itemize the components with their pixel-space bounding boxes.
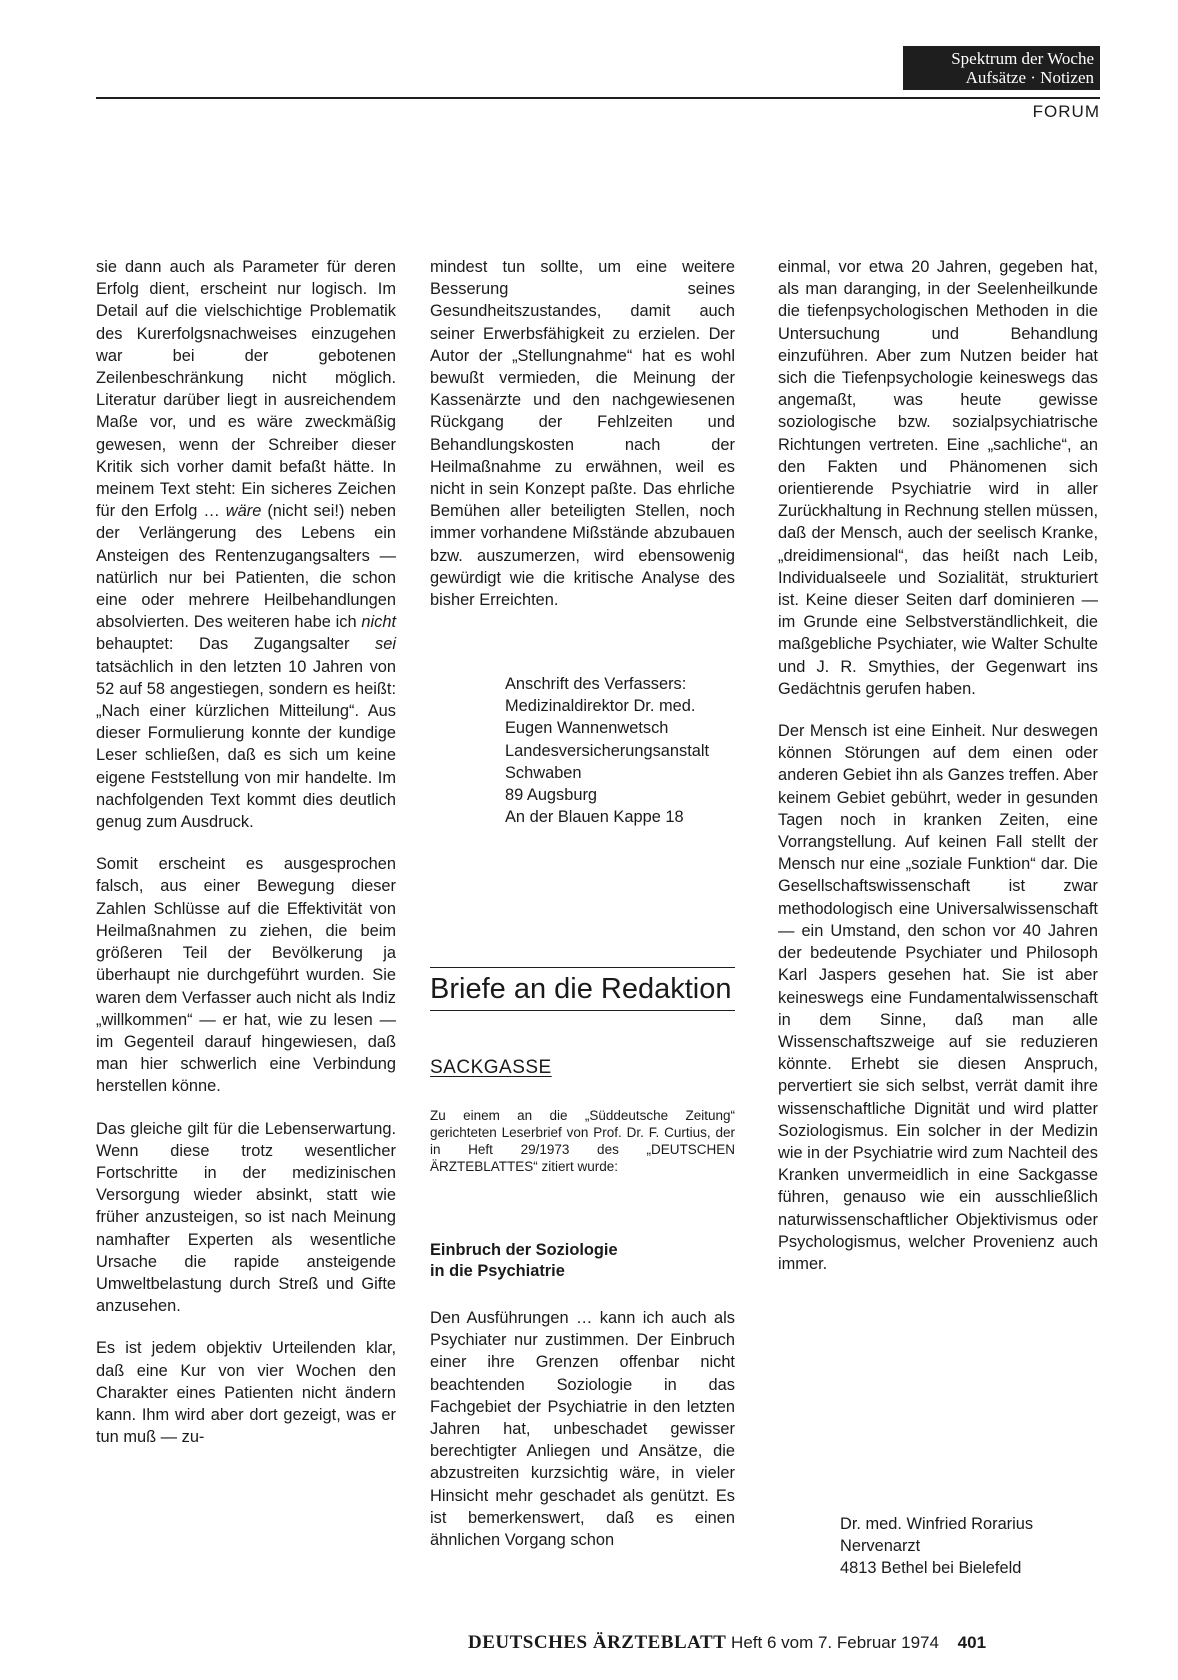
col1-paragraph-3: Das gleiche gilt für die Lebenserwartung. Wenn diese trotz wesentlicher Fortschritte in der medizinischen Versorgung wieder absinkt, statt wie früher anzusteigen, so ist nach Meinung namhafter Experten als wesentliche Ursache die rapide ansteigende Umweltbelastung durch Streß und Gifte anzusehen. bbox=[96, 1119, 396, 1316]
address-line: An der Blauen Kappe 18 bbox=[505, 808, 684, 827]
emphasis: sei bbox=[375, 635, 396, 654]
letter-intro: Zu einem an die „Süddeutsche Zeitung“ gerichteten Leserbrief von Prof. Dr. F. Curtius, der in Heft 29/1973 des „DEUTSCHEN ÄRZTEBLATTES“ zitiert wurde: bbox=[430, 1108, 735, 1174]
letter-body: Den Ausführungen … kann ich auch als Psychiater nur zustimmen. Der Einbruch einer ihre Grenzen offenbar nicht beachtenden Soziologie in das Fachgebiet der Psychiatrie in den letzten Jahren hat, unbeschadet gewisser berechtigter Anliegen und Ansätze, die abzustreiten kurzsichtig wäre, in vieler Hinsicht mehr geschadet als genützt. Es ist bemerkenswert, daß es einen ähnlichen Vorgang schon bbox=[430, 1309, 735, 1550]
col1-paragraph-1: sie dann auch als Parameter für deren Erfolg dient, erscheint nur logisch. Im Detail auf die vielschichtige Problematik des Kurerfolgsnachweises einzugehen war bei der gebotenen Zeilenbeschränkung nicht möglich. Literatur darüber liegt in ausreichendem Maße vor, und es wäre zweckmäßig gewesen, wenn der Schreiber dieser Kritik sich vorher damit befaßt hätte. In meinem Text steht: Ein sicheres Zeichen für den Erfolg … wäre (nicht sei!) neben der Verlängerung des Lebens ein Ansteigen des Rentenzugangsalters — natürlich nur bei Patienten, die schon eine oder mehrere Heilbehandlungen absolvierten. Des weiteren habe ich nicht behauptet: Das Zugangsalter sei tatsächlich in den letzten 10 Jahren von 52 auf 58 angestiegen, sondern es heißt: „Nach einer kürzlichen Mitteilung“. Aus dieser Formulierung konnte der kundige Leser schließen, daß es sich um keine eigene Feststellung von mir handelte. Im nachfolgenden Text kommt dies deutlich genug zum Ausdruck. bbox=[96, 258, 397, 832]
issue-info: Heft 6 vom 7. Februar 1974 bbox=[731, 1633, 939, 1652]
section-label-line-1: Spektrum der Woche bbox=[951, 49, 1094, 68]
address-line: Anschrift des Verfassers: bbox=[505, 675, 687, 693]
page-number: 401 bbox=[957, 1633, 987, 1652]
column-2 bbox=[430, 256, 735, 611]
section-label-box bbox=[903, 46, 1100, 90]
signature-line: Dr. med. Winfried Rorarius bbox=[840, 1515, 1034, 1533]
signature-line: 4813 Bethel bei Bielefeld bbox=[840, 1559, 1022, 1578]
letter-signature bbox=[840, 1513, 1033, 1580]
column-3 bbox=[778, 256, 1098, 1275]
address-line: 89 Augsburg bbox=[505, 786, 598, 805]
emphasis: wäre bbox=[225, 502, 262, 521]
signature-line: Nervenarzt bbox=[840, 1537, 921, 1556]
section-label-line-2: Aufsätze · Notizen bbox=[965, 68, 1094, 87]
section-forum: FORUM bbox=[1032, 102, 1100, 121]
address-line: Schwaben bbox=[505, 763, 582, 782]
col2-paragraph-1: mindest tun sollte, um eine weitere Besserung seines Gesundheitszustandes, damit auch seiner Erwerbsfähigkeit zu erzielen. Der Autor der „Stellungnahme“ hat es wohl bewußt vermieden, die Meinung der Kassenärzte und den nachgewiesenen Rückgang der Fehlzeiten und Behandlungskosten nach der Heilmaßnahme zu erwähnen, weil es nicht in sein Konzept paßte. Das ehrliche Bemühen aller beteiligten Stellen, noch immer vorhandene Mißstände abzubauen bzw. auszumerzen, wird ebensowenig gewürdigt wie die kritische Analyse des bisher Erreichten. bbox=[430, 258, 735, 610]
emphasis: nicht bbox=[361, 613, 396, 632]
page-footer bbox=[468, 1632, 986, 1654]
header-rule bbox=[96, 97, 1100, 99]
col3-paragraph-2: Der Mensch ist eine Einheit. Nur deswegen können Störungen auf dem einen oder anderen Gebiet ihn als Ganzes treffen. Aber keinem Gebiet gebührt, weder in gesunden Tagen noch in kranken Zeiten, eine Vorrangstellung. Auf keinen Fall stellt der Mensch nur eine „soziale Funktion“ dar. Die Gesellschaftswissenschaft ist zwar methodologisch eine Universalwissenschaft — ein Umstand, den schon vor 40 Jahren der bedeutende Psychiater und Philosoph Karl Jaspers gesehen hat. Sie ist aber keineswegs eine Fundamentalwissenschaft in dem Sinne, daß man alle Wissenschaftszweige auf sie reduzieren könnte. Erhebt sie diesen Anspruch, pervertiert sie sich selbst, verrät damit ihre wissenschaftliche Dignität und wird platter Soziologismus. Ein solcher in der Medizin wie in der Psychiatrie wird zum Nachteil des Kranken unvermeidlich in eine Sackgasse führen, genauso wie ein ausschließlich naturwissenschaftlicher Objektivismus oder Psychologismus, welcher Provenienz auch immer. bbox=[778, 722, 1098, 1273]
col3-paragraph-1: einmal, vor etwa 20 Jahren, gegeben hat, als man daranging, in der Seelenheilkunde die tiefenpsychologischen Methoden in die Untersuchung und Behandlung einzuführen. Aber zum Nutzen beider hat sich die Tiefenpsychologie keineswegs das angemaßt, was heute gewisse soziologische bzw. sozialpsychiatrische Richtungen vertreten. Eine „sachliche“, an den Fakten und Phänomenen sich orientierende Psychiatrie wird in aller Zurückhaltung in Rechnung stellen müssen, daß der Mensch, auch der seelisch Kranke, „dreidimensional“, das heißt nach Leib, Individualseele und Sozialität, strukturiert ist. Keine dieser Seiten darf dominieren — im Grunde eine Selbstverständlichkeit, die maßgebliche Psychiater, wie Walter Schulte und J. R. Smythies, der Gegenwart ins Gedächtnis gerufen haben. bbox=[778, 258, 1098, 698]
address-line: Landesversicherungsanstalt bbox=[505, 741, 710, 760]
author-address bbox=[505, 673, 709, 828]
journal-name: DEUTSCHES ÄRZTEBLATT bbox=[468, 1632, 727, 1653]
section-rule-top bbox=[430, 967, 735, 968]
section-title: Briefe an die Redaktion bbox=[430, 973, 732, 1005]
col1-paragraph-4: Es ist jedem objektiv Urteilenden klar, daß eine Kur von vier Wochen den Charakter eines Patienten nicht ändern kann. Ihm wird aber dort gezeigt, was er tun muß — zu- bbox=[96, 1339, 396, 1447]
column-1 bbox=[96, 256, 396, 1448]
address-line: Medizinaldirektor Dr. med. bbox=[505, 697, 696, 716]
col1-paragraph-2: Somit erscheint es ausgesprochen falsch, aus einer Bewegung dieser Zahlen Schlüsse auf die Effektivität von Heilmaßnahmen zu ziehen, die beim größeren Teil der Bevölkerung ja überhaupt nie durchgeführt wurden. Sie waren dem Verfasser auch nicht als Indiz „willkommen“ — er hat, wie zu lesen — im Gegenteil darauf hingewiesen, daß man hier schwerlich eine Verbindung herstellen könne. bbox=[96, 855, 396, 1096]
letter-headline: Einbruch der Soziologie in die Psychiatrie bbox=[430, 1241, 618, 1280]
section-rule-bottom bbox=[430, 1010, 735, 1011]
address-line: Eugen Wannenwetsch bbox=[505, 719, 669, 738]
letter-kicker: SACKGASSE bbox=[430, 1057, 552, 1078]
